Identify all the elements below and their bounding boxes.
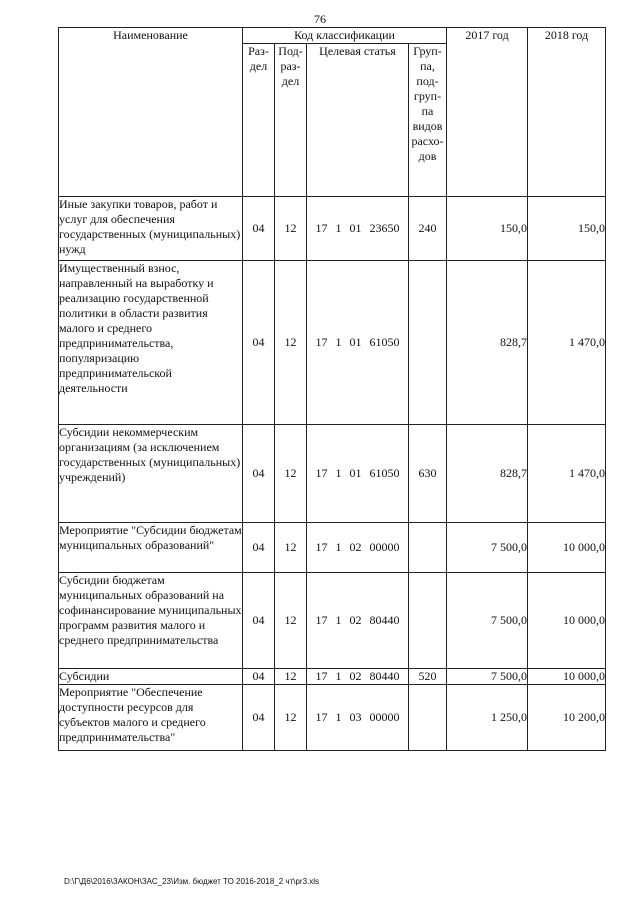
row-target-article-cell: 17 1 02 80440 (307, 573, 409, 669)
row-razdel-cell: 04 (243, 669, 275, 685)
row-razdel-cell: 04 (243, 197, 275, 261)
row-target-article-cell: 17 1 02 00000 (307, 523, 409, 573)
row-amount-2018-cell: 1 470,0 (528, 425, 606, 523)
row-name-cell: Имущественный взнос, направленный на выработку и реализацию государственной политики в области развития малого и среднего предпринимательства, популяризацию предпринимательской деятельности (59, 261, 243, 425)
row-name-cell: Субсидии (59, 669, 243, 685)
row-amount-2018-cell: 10 000,0 (528, 573, 606, 669)
row-amount-2018-cell: 10 200,0 (528, 685, 606, 751)
header-expense-group: Груп- па, под- груп- па видов расхо- дов (409, 44, 447, 197)
row-razdel-cell: 04 (243, 523, 275, 573)
row-expense-group-cell (409, 685, 447, 751)
file-path-footer: D:\Г\Д6\2016\ЗАКОН\ЗАС_23\Изм. бюджет ТО 2016-2018_2 чт\pr3.xls (64, 877, 320, 886)
table-row (59, 523, 606, 573)
row-razdel-cell: 04 (243, 685, 275, 751)
row-amount-2018-cell: 1 470,0 (528, 261, 606, 425)
header-year-2017: 2017 год (447, 28, 528, 197)
row-amount-2018-cell: 10 000,0 (528, 669, 606, 685)
row-expense-group-cell (409, 523, 447, 573)
row-amount-2018-cell: 150,0 (528, 197, 606, 261)
header-razdel: Раз- дел (243, 44, 275, 197)
header-classification-code: Код классификации (243, 28, 447, 44)
table-row (59, 573, 606, 669)
table-row (59, 425, 606, 523)
row-target-article-cell: 17 1 01 61050 (307, 425, 409, 523)
header-name: Наименование (59, 28, 243, 197)
row-razdel-cell: 04 (243, 261, 275, 425)
row-amount-2017-cell: 828,7 (447, 425, 528, 523)
row-amount-2017-cell: 150,0 (447, 197, 528, 261)
header-podrazdel: Под- раз- дел (275, 44, 307, 197)
table-body (59, 197, 606, 751)
table-row (59, 685, 606, 751)
table-header (59, 28, 606, 197)
table-row (59, 197, 606, 261)
header-target-article: Целевая статья (307, 44, 409, 197)
row-podrazdel-cell: 12 (275, 685, 307, 751)
row-expense-group-cell (409, 573, 447, 669)
row-podrazdel-cell: 12 (275, 669, 307, 685)
row-amount-2017-cell: 1 250,0 (447, 685, 528, 751)
row-amount-2017-cell: 7 500,0 (447, 573, 528, 669)
row-target-article-cell: 17 1 02 80440 (307, 669, 409, 685)
row-expense-group-cell: 520 (409, 669, 447, 685)
table-row (59, 261, 606, 425)
row-razdel-cell: 04 (243, 573, 275, 669)
row-podrazdel-cell: 12 (275, 573, 307, 669)
row-name-cell: Субсидии некоммерческим организациям (за исключением государственных (муниципальных) учреждений) (59, 425, 243, 523)
row-name-cell: Субсидии бюджетам муниципальных образований на софинансирование муниципальных программ развития малого и среднего предпринимательства (59, 573, 243, 669)
row-razdel-cell: 04 (243, 425, 275, 523)
row-name-cell: Иные закупки товаров, работ и услуг для обеспечения государственных (муниципальных) нужд (59, 197, 243, 261)
row-amount-2017-cell: 7 500,0 (447, 523, 528, 573)
row-amount-2017-cell: 828,7 (447, 261, 528, 425)
row-amount-2018-cell: 10 000,0 (528, 523, 606, 573)
row-name-cell: Мероприятие "Обеспечение доступности ресурсов для субъектов малого и среднего предпринимательства" (59, 685, 243, 751)
table-row (59, 669, 606, 685)
row-expense-group-cell (409, 261, 447, 425)
row-podrazdel-cell: 12 (275, 261, 307, 425)
page-number: 76 (314, 12, 326, 26)
row-podrazdel-cell: 12 (275, 523, 307, 573)
budget-table (58, 27, 606, 751)
row-expense-group-cell: 630 (409, 425, 447, 523)
row-podrazdel-cell: 12 (275, 197, 307, 261)
row-target-article-cell: 17 1 01 61050 (307, 261, 409, 425)
row-target-article-cell: 17 1 01 23650 (307, 197, 409, 261)
row-podrazdel-cell: 12 (275, 425, 307, 523)
row-name-cell: Мероприятие "Субсидии бюджетам муниципальных образований" (59, 523, 243, 573)
row-amount-2017-cell: 7 500,0 (447, 669, 528, 685)
header-year-2018: 2018 год (528, 28, 606, 197)
row-target-article-cell: 17 1 03 00000 (307, 685, 409, 751)
row-expense-group-cell: 240 (409, 197, 447, 261)
